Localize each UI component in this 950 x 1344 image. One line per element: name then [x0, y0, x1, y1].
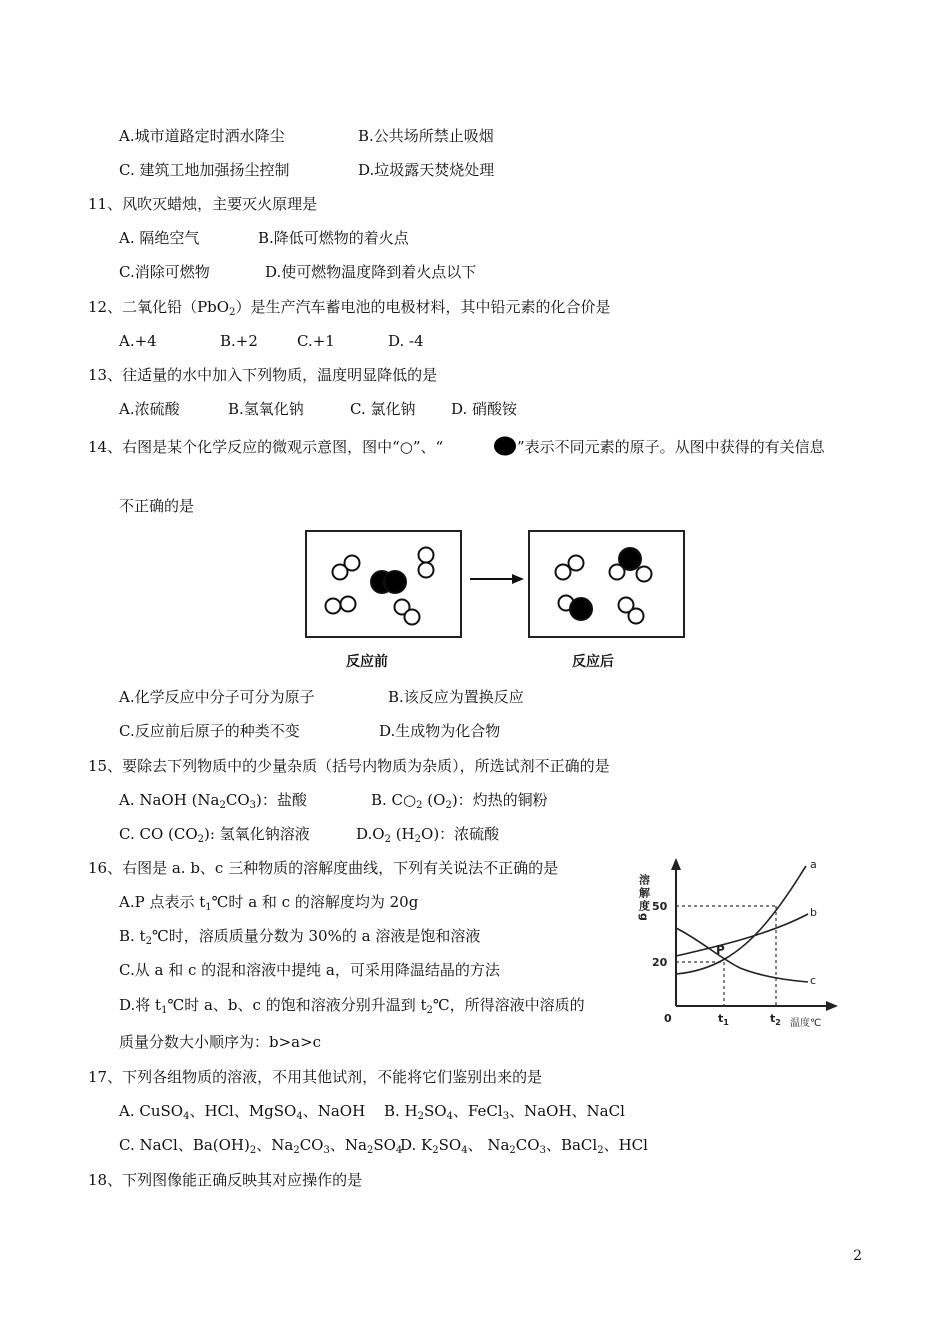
- text-run: D. -4: [388, 332, 424, 350]
- option-17c: [119, 1135, 402, 1155]
- text-run: ℃时 a 和 c 的溶解度均为 20g: [211, 893, 419, 911]
- option-10d: [358, 160, 494, 180]
- subscript: 2: [597, 1145, 604, 1156]
- text-run: B.降低可燃物的着火点: [258, 229, 409, 247]
- text-run: 14、右图是某个化学反应的微观示意图，图中“○”、“: [88, 438, 444, 456]
- text-run: C. 建筑工地加强扬尘控制: [119, 161, 290, 179]
- text-run: 13、往适量的水中加入下列物质，温度明显降低的是: [88, 366, 438, 384]
- text-run: C. 氯化钠: [350, 400, 416, 418]
- question-18: [88, 1170, 362, 1190]
- option-11b: [258, 228, 409, 248]
- text-run: ℃时 a、b、c 的饱和溶液分别升温到 t: [167, 996, 427, 1014]
- text-run: C.+1: [297, 332, 335, 350]
- text-run: B. H: [384, 1102, 418, 1120]
- text-run: A.浓硫酸: [119, 400, 180, 418]
- curve-c-label: c: [810, 974, 817, 987]
- question-11: [88, 194, 317, 214]
- atom-white: [556, 565, 571, 580]
- text-run: 15、要除去下列物质中的少量杂质（括号内物质为杂质），所选试剂不正确的是: [88, 757, 610, 775]
- atom-white: [419, 563, 434, 578]
- text-run: 16、右图是 a. b、c 三种物质的溶解度曲线，下列有关说法不正确的是: [88, 859, 559, 877]
- curve-b-label: b: [810, 906, 817, 919]
- text-run: D.垃圾露天焚烧处理: [358, 161, 495, 179]
- subscript: 4: [395, 1145, 403, 1156]
- text-run: (H: [390, 825, 415, 843]
- option-11c: [119, 262, 210, 282]
- text-run: ）是生产汽车蓄电池的电极材料，其中铅元素的化合价是: [235, 298, 611, 316]
- option-10b: [358, 126, 494, 146]
- text-run: B.氢氧化钠: [228, 400, 304, 418]
- text-run: C.反应前后原子的种类不变: [119, 722, 300, 740]
- option-17d: [400, 1135, 648, 1155]
- text-run: CO: [299, 1136, 324, 1154]
- option-15c: [119, 824, 310, 844]
- text-run: 、Na: [256, 1136, 294, 1154]
- atom-white: [569, 556, 584, 571]
- option-12d: [388, 331, 424, 351]
- subscript: 2: [229, 307, 236, 318]
- x-axis-label: 温度℃: [790, 1018, 822, 1029]
- atom-white: [637, 567, 652, 582]
- text-run: B. t: [119, 927, 146, 945]
- text-run: D.生成物为化合物: [379, 722, 501, 740]
- option-15a: [119, 790, 307, 810]
- question-13: [88, 365, 437, 385]
- atom-white: [341, 597, 356, 612]
- text-run: C. CO (CO: [119, 825, 198, 843]
- arrow-head: [512, 574, 524, 584]
- subscript: 2: [145, 936, 152, 947]
- option-10c: [119, 160, 289, 180]
- text-run: 质量分数大小顺序为：b>a>c: [119, 1033, 322, 1051]
- question-16: [88, 858, 558, 878]
- text-run: SO: [438, 1136, 462, 1154]
- subscript: 2: [197, 834, 205, 845]
- subscript: 2: [416, 800, 423, 811]
- option-13d: [451, 399, 517, 419]
- option-16d-line1: [119, 995, 585, 1015]
- text-run: D.将 t: [119, 996, 162, 1014]
- text-run: 11、风吹灭蜡烛，主要灭火原理是: [88, 195, 318, 213]
- atom-white: [326, 599, 341, 614]
- subscript: 2: [426, 1005, 433, 1016]
- option-16a: [119, 892, 418, 912]
- option-12a: [119, 331, 157, 351]
- molecules-svg: [300, 525, 690, 645]
- option-14b: [388, 687, 524, 707]
- atom-white: [419, 548, 434, 563]
- option-15b: [371, 790, 548, 810]
- text-run: C.消除可燃物: [119, 263, 210, 281]
- text-run: 、HCl: [603, 1136, 648, 1154]
- text-run: 、BaCl: [545, 1136, 598, 1154]
- option-13c: [350, 399, 415, 419]
- text-run: 18、下列图像能正确反映其对应操作的是: [88, 1171, 363, 1189]
- solubility-chart: [630, 856, 840, 1031]
- text-run: 不正确的是: [119, 497, 195, 515]
- text-run: A. CuSO: [119, 1102, 184, 1120]
- option-17a: [119, 1101, 365, 1121]
- text-run: A.P 点表示 t: [119, 893, 206, 911]
- curve-b: [676, 914, 808, 956]
- text-run: B.公共场所禁止吸烟: [358, 127, 494, 145]
- text-run: D.O: [356, 825, 385, 843]
- option-10a: [119, 126, 285, 146]
- text-run: 、Na: [329, 1136, 367, 1154]
- y-tick-0: 0: [664, 1012, 672, 1025]
- text-run: (O: [422, 791, 446, 809]
- question-12: [88, 297, 610, 317]
- atom-white: [405, 610, 420, 625]
- option-12c: [297, 331, 335, 351]
- y-axis-label: [638, 873, 651, 923]
- text-run: 、NaOH、NaCl: [509, 1102, 625, 1120]
- atom-white: [629, 609, 644, 624]
- text-run: 、HCl、MgSO: [189, 1102, 297, 1120]
- after-caption: 反应后: [572, 654, 614, 670]
- text-run: A.化学反应中分子可分为原子: [119, 688, 315, 706]
- text-run: 、 Na: [467, 1136, 510, 1154]
- text-run: )：盐酸: [256, 791, 307, 809]
- y-tick-20: 20: [652, 956, 668, 969]
- subscript: 2: [445, 800, 452, 811]
- option-17b: [384, 1101, 625, 1121]
- page-number: 2: [853, 1248, 862, 1264]
- atom-white: [345, 556, 360, 571]
- subscript: 4: [183, 1111, 190, 1122]
- text-run: 、FeCl: [452, 1102, 503, 1120]
- text-run: 、NaOH: [302, 1102, 366, 1120]
- text-run: 12、二氧化铅（PbO: [88, 298, 230, 316]
- text-run: SO: [424, 1102, 447, 1120]
- text-run: )：灼热的铜粉: [451, 791, 548, 809]
- question-14-line1-cont: [517, 437, 825, 457]
- svg-text:溶解度g: 溶解度g: [637, 874, 651, 923]
- subscript: 2: [432, 1145, 439, 1156]
- subscript: 1: [161, 1005, 168, 1016]
- option-16c: [119, 960, 500, 980]
- text-run: CO: [515, 1136, 540, 1154]
- text-run: C.从 a 和 c 的混和溶液中提纯 a，可采用降温结晶的方法: [119, 961, 500, 979]
- text-run: ”表示不同元素的原子。从图中获得的有关信息: [517, 438, 825, 456]
- subscript: 2: [417, 1111, 425, 1122]
- black-atom-icon: [492, 434, 518, 458]
- text-run: A.+4: [119, 332, 157, 350]
- text-run: ○: [403, 791, 417, 809]
- text-run: B.该反应为置换反应: [388, 688, 524, 706]
- option-12b: [220, 331, 258, 351]
- option-13b: [228, 399, 304, 419]
- option-11d: [265, 262, 476, 282]
- text-run: D. 硝酸铵: [451, 400, 518, 418]
- text-run: B. C: [371, 791, 404, 809]
- text-run: ℃时，溶质质量分数为 30%的 a 溶液是饱和溶液: [151, 927, 481, 945]
- x-tick-t1: $t_1$: [718, 1012, 729, 1027]
- subscript: 1: [205, 902, 212, 913]
- option-11a: [119, 228, 199, 248]
- text-run: SO: [373, 1136, 396, 1154]
- subscript: 2: [384, 834, 391, 845]
- subscript: 2: [509, 1145, 516, 1156]
- subscript: 4: [461, 1145, 468, 1156]
- text-run: ℃，所得溶液中溶质的: [432, 996, 585, 1014]
- text-run: CO: [225, 791, 250, 809]
- option-13a: [119, 399, 180, 419]
- text-run: A.城市道路定时洒水降尘: [119, 127, 285, 145]
- option-14a: [119, 687, 315, 707]
- question-14-line1: [88, 437, 443, 457]
- subscript: 3: [323, 1145, 330, 1156]
- option-14c: [119, 721, 300, 741]
- point-p-label: P: [716, 943, 725, 957]
- text-run: A. NaOH (Na: [119, 791, 220, 809]
- subscript: 3: [249, 800, 257, 811]
- subscript: 3: [502, 1111, 510, 1122]
- text-run: 17、下列各组物质的溶液，不用其他试剂，不能将它们鉴别出来的是: [88, 1068, 543, 1086]
- subscript: 2: [414, 834, 422, 845]
- text-run: C. NaCl、Ba(OH): [119, 1136, 250, 1154]
- subscript: 2: [293, 1145, 300, 1156]
- curve-a: [676, 866, 806, 974]
- subscript: 2: [366, 1145, 374, 1156]
- question-15: [88, 756, 610, 776]
- text-run: B.+2: [220, 332, 258, 350]
- before-caption: 反应前: [346, 654, 388, 670]
- curve-c: [676, 928, 808, 982]
- option-14d: [379, 721, 500, 741]
- text-run: ): 氢氧化钠溶液: [204, 825, 310, 843]
- text-run: D. K: [400, 1136, 433, 1154]
- text-run: D.使可燃物温度降到着火点以下: [265, 263, 477, 281]
- atom-black: [619, 548, 641, 570]
- subscript: 2: [249, 1145, 257, 1156]
- subscript: 2: [219, 800, 226, 811]
- text-run: A. 隔绝空气: [119, 229, 200, 247]
- subscript: 3: [539, 1145, 546, 1156]
- atom-black: [384, 571, 406, 593]
- text-run: O)：浓硫酸: [421, 825, 500, 843]
- option-15d: [356, 824, 499, 844]
- atom-black: [570, 598, 592, 620]
- curve-a-label: a: [810, 858, 817, 871]
- question-14-line2: [119, 496, 194, 516]
- x-tick-t2: $t_2$: [770, 1012, 781, 1027]
- y-tick-50: 50: [652, 900, 668, 913]
- option-16b: [119, 926, 480, 946]
- option-16d-line2: [119, 1032, 321, 1052]
- question-17: [88, 1067, 542, 1087]
- subscript: 4: [296, 1111, 303, 1122]
- subscript: 4: [446, 1111, 453, 1122]
